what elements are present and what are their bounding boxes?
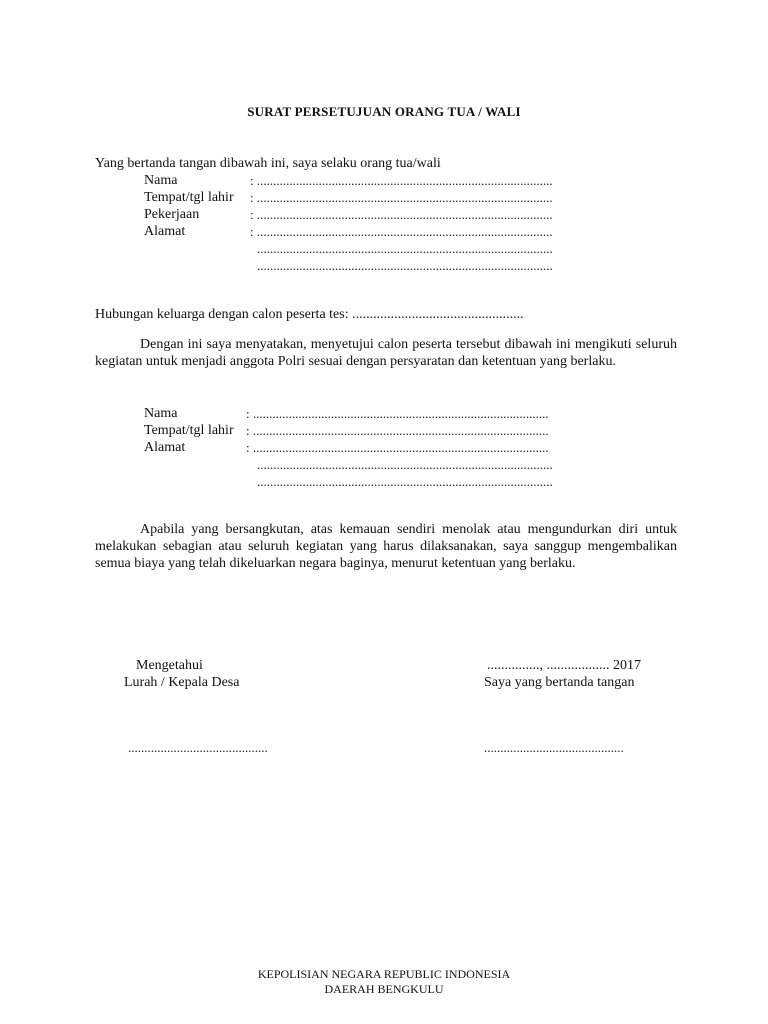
candidate-address-label: Alamat	[144, 440, 186, 455]
candidate-name-value: : ...........................................................................................	[246, 406, 549, 421]
parent-address-line-2: ...........................................................................................	[257, 241, 553, 256]
village-head-signature-line: ...........................................	[128, 740, 268, 755]
signer-signature-line: ...........................................	[484, 740, 624, 755]
parent-birth-label: Tempat/tgl lahir	[144, 190, 234, 205]
parent-job-value: : ...........................................................................................	[250, 207, 553, 222]
signer-role: Saya yang bertanda tangan	[484, 675, 635, 690]
parent-address-label: Alamat	[144, 224, 186, 239]
acknowledged-heading: Mengetahui	[136, 658, 203, 673]
candidate-birth-label: Tempat/tgl lahir	[144, 423, 234, 438]
intro-text: Yang bertanda tangan dibawah ini, saya selaku orang tua/wali	[95, 156, 441, 171]
candidate-address-line-3: ...........................................................................................	[257, 474, 553, 489]
footer-institution: KEPOLISIAN NEGARA REPUBLIC INDONESIA	[257, 967, 511, 981]
relation-text: Hubungan keluarga dengan calon peserta tes: .................................................	[95, 307, 524, 322]
document-title: SURAT PERSETUJUAN ORANG TUA / WALI	[247, 104, 521, 119]
place-date-line: ..............., .................. 2017	[487, 658, 641, 673]
village-head-role: Lurah / Kepala Desa	[124, 675, 240, 690]
parent-address-line-3: ...........................................................................................	[257, 258, 553, 273]
parent-job-label: Pekerjaan	[144, 207, 200, 222]
parent-name-label: Nama	[144, 173, 178, 188]
statement-paragraph: Dengan ini saya menyatakan, menyetujui calon peserta tersebut dibawah ini mengikuti seluruh kegiatan untuk menjadi anggota Polri sesuai dengan persyaratan dan ketentuan yang berlaku.	[95, 337, 677, 369]
candidate-address-line-2: ...........................................................................................	[257, 457, 553, 472]
candidate-address-value: : ...........................................................................................	[246, 440, 549, 455]
withdrawal-paragraph: Apabila yang bersangkutan, atas kemauan sendiri menolak atau mengundurkan diri untuk melakukan sebagian atau seluruh kegiatan yang harus dilaksanakan, saya sanggup mengembalikan semua biaya yang telah dikeluarkan negara baginya, menurut ketentuan yang berlaku.	[95, 522, 677, 571]
parent-name-value: : ...........................................................................................	[250, 173, 553, 188]
candidate-name-label: Nama	[144, 406, 178, 421]
candidate-birth-value: : ...........................................................................................	[246, 423, 549, 438]
footer-region: DAERAH BENGKULU	[324, 982, 444, 996]
parent-birth-value: : ...........................................................................................	[250, 190, 553, 205]
parent-address-value: : ...........................................................................................	[250, 224, 553, 239]
